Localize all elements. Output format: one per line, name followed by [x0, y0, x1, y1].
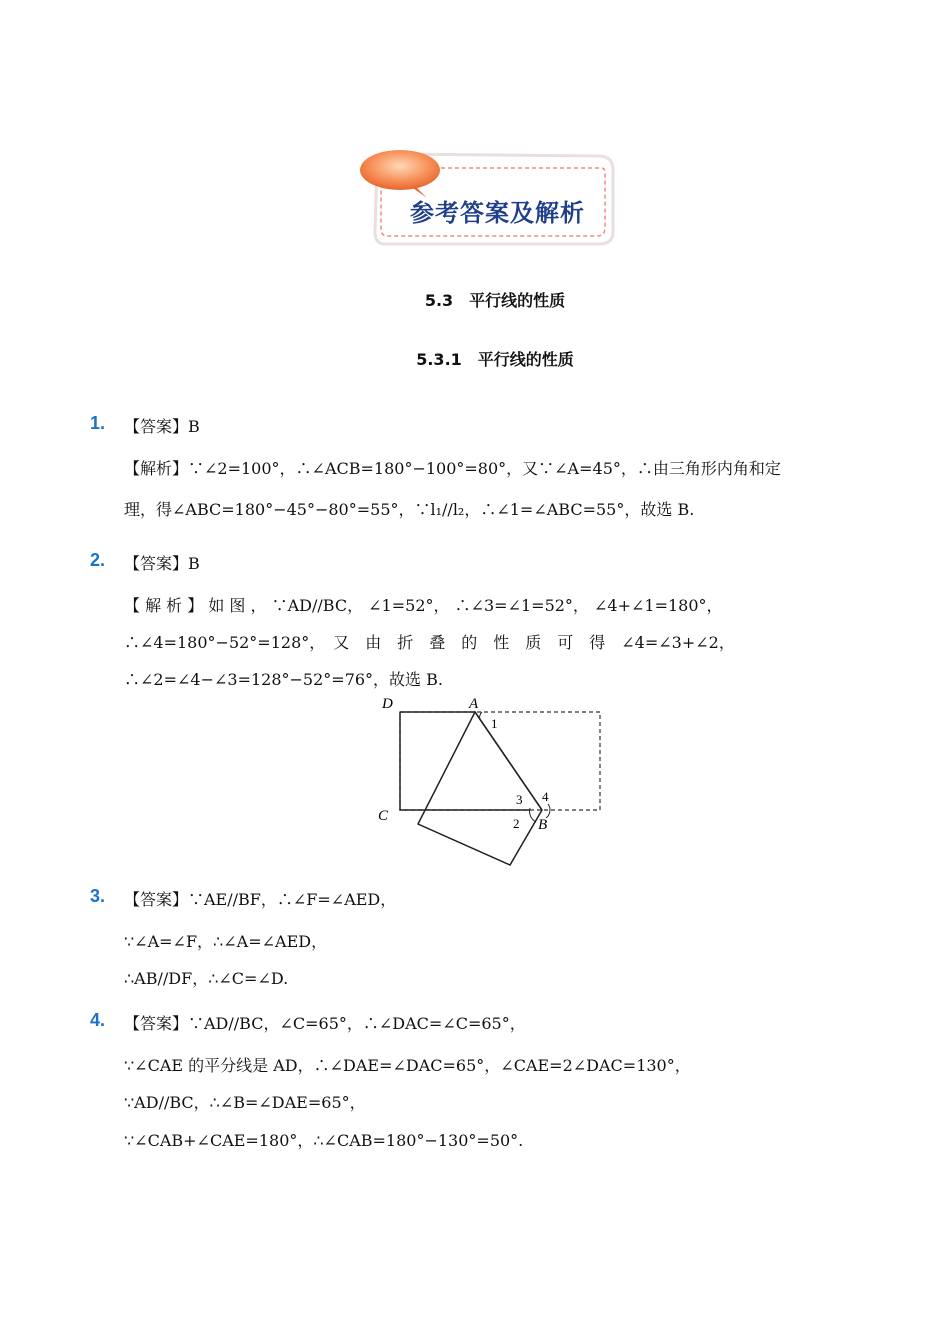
banner-title: 参考答案及解析 — [410, 199, 585, 227]
solution-line: ∵AD//BC，∴∠B=∠DAE=65°， — [124, 1093, 366, 1112]
label-C: C — [378, 808, 389, 824]
angle-label-4: 4 — [542, 789, 549, 804]
label-B: B — [538, 817, 548, 833]
solution-line: ∴∠2=∠4−∠3=128°−52°=76°，故选 B. — [124, 670, 443, 689]
answer-line: 【答案】∵AE//BF，∴∠F=∠AED， — [124, 890, 397, 909]
answer-line: 【答案】∵AD//BC，∠C=65°，∴∠DAC=∠C=65°， — [124, 1014, 526, 1033]
rectangle-edge — [400, 712, 530, 810]
solution-line: ∴AB//DF，∴∠C=∠D. — [124, 969, 289, 988]
solution-line: ∵∠CAB+∠CAE=180°，∴∠CAB=180°−130°=50°. — [124, 1131, 524, 1150]
solution-line: 理，得∠ABC=180°−45°−80°=55°，∵l₁//l₂，∴∠1=∠ABC=55°，故选 B. — [124, 500, 695, 519]
item-number: 1. — [90, 413, 106, 433]
angle-label-2: 2 — [513, 816, 520, 831]
subsection-title: 5.3.1 平行线的性质 — [416, 350, 574, 369]
angle-arc — [480, 712, 482, 720]
dashed-rectangle — [400, 712, 600, 810]
solution-line: 【解析】∵∠2=100°，∴∠ACB=180°−100°=80°，又∵∠A=45°，∴由三角形内角和定 — [124, 459, 781, 478]
angle-label-3: 3 — [516, 792, 523, 807]
folding-figure — [370, 690, 620, 870]
label-A: A — [469, 696, 479, 712]
item-number: 2. — [90, 550, 106, 570]
solution-line: 【 解 析 】 如 图 ， ∵AD//BC， ∠1=52°， ∴∠3=∠1=52°， ∠4+∠1=180°， — [124, 596, 723, 615]
angle-arc — [546, 804, 550, 818]
item-number: 4. — [90, 1010, 106, 1030]
fold-line — [475, 712, 542, 810]
solution-line: ∵∠A=∠F，∴∠A=∠AED， — [124, 932, 328, 951]
section-title: 5.3 平行线的性质 — [424, 291, 566, 310]
angle-label-1: 1 — [491, 716, 498, 731]
answer-line: 【答案】B — [124, 417, 200, 436]
item-number: 3. — [90, 886, 106, 906]
answer-line: 【答案】B — [124, 554, 200, 573]
label-D: D — [382, 696, 393, 712]
solution-line: ∴∠4=180°−52°=128°， 又 由 折 叠 的 性 质 可 得 ∠4=∠3+∠2， — [124, 633, 735, 652]
folded-quadrilateral — [418, 712, 542, 865]
solution-line: ∵∠CAE 的平分线是 AD，∴∠DAE=∠DAC=65°，∠CAE=2∠DAC=130°， — [124, 1056, 691, 1075]
